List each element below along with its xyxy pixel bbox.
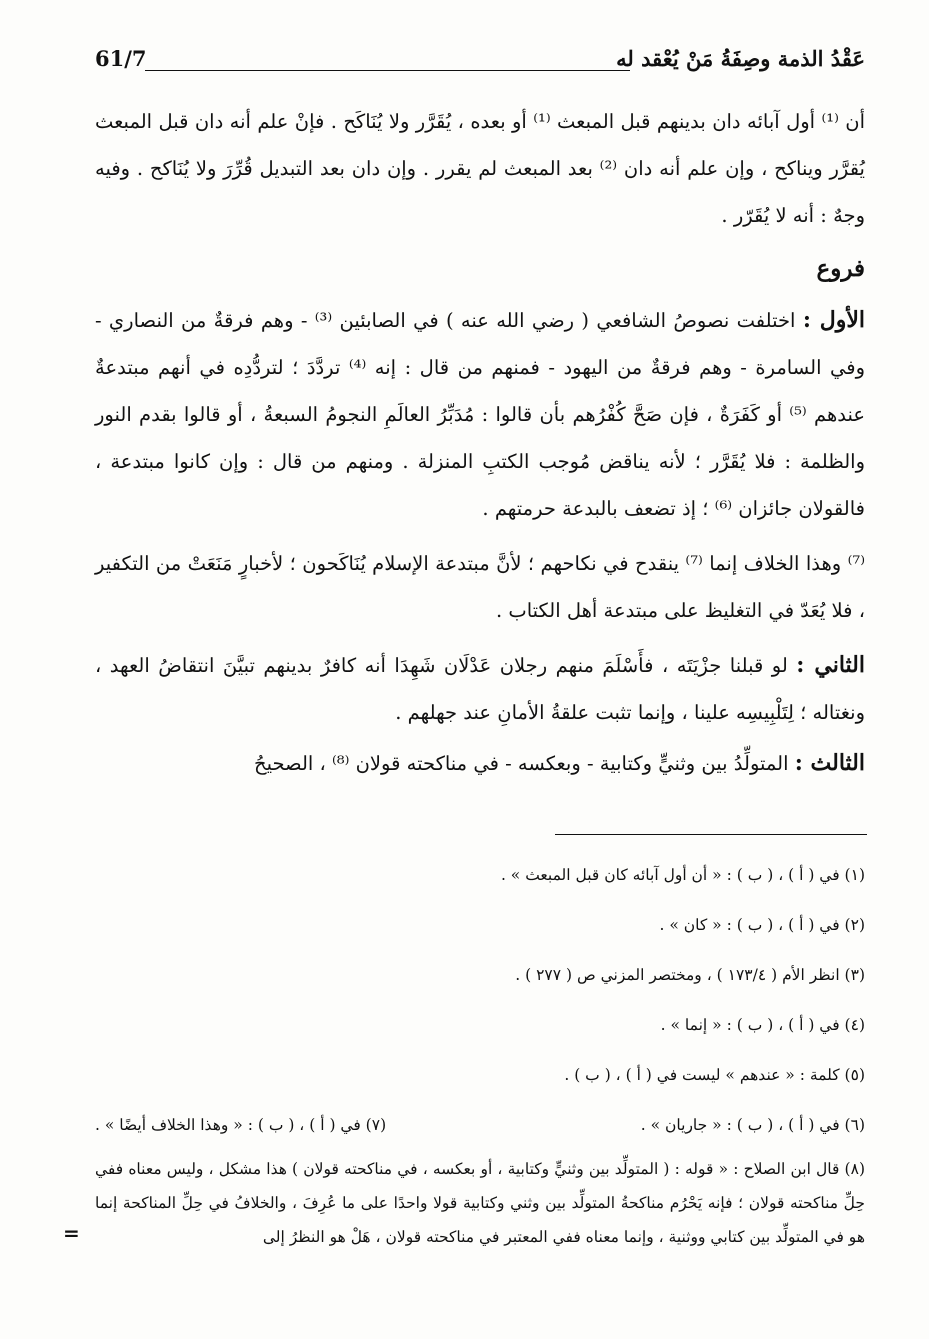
branch-label-third: الثالث : xyxy=(794,750,865,776)
branch-label-first: الأول : xyxy=(802,307,865,333)
branch-text-second: لو قبلنا جزْيَتَه ، فأَسْلَمَ منهم رجلان عَدْلَان شَهِدَا أنه كافرٌ بدينهم تبيَّنَ انتقاضُ العهد ، ونغتاله ؛ لِتَلْبِيسِه علينا ، وإنما تثبت علقةُ الأمانِ عند جهلهم . xyxy=(95,654,865,724)
main-text xyxy=(95,98,865,795)
branch-label-second: الثاني : xyxy=(796,652,865,678)
branch-text-third: المتولِّدُ بين وثنيٍّ وكتابية - وبعكسه - في مناكحته قولان ⁽⁸⁾ ، الصحيحُ xyxy=(253,752,789,775)
footnotes xyxy=(63,850,865,1254)
footnote-8-text: (٨) قال ابن الصلاح : « قوله : ( المتولِّد بين وثنيٍّ وكتابية ، أو بعكسه ، في مناكحته قولان ) هذا مشكل ، وليس معناه ففي حِلِّ مناكحته قولان ؛ فإنه يَحْرُم مناكحةُ المتولِّد بين وثني وكتابية قولا واحدًا على ما عُرِفَ ، والخلافُ في حِلِّ المناكحة إنما هو في المتولِّد بين كتابي ووثنية ، وإنما معناه ففي المعتبر في مناكحته قولان ، هَلْ هو النظرُ إلى xyxy=(95,1160,865,1246)
branch-text-first: اختلفت نصوصُ الشافعي ( رضي الله عنه ) في الصابئين ⁽³⁾ - وهم فرقةٌ من النصاري - وفي السامرة - وهم فرقةٌ من اليهود - فمنهم من قال : إنه ⁽⁴⁾ تردَّدَ ؛ لتردُّدِه في أنهم مبتدعةٌ عندهم ⁽⁵⁾ أو كَفَرَةٌ ، فإن صَحَّ كُفْرُهم بأن قالوا : مُدَبِّرُ العالَمِ النجومُ السبعةُ ، أو قالوا بقدم النور والظلمة : فلا يُقَرَّر ؛ لأنه يناقض مُوجب الكتبِ المنزلة . ومنهم من قال : وإن كانوا مبتدعة ، فالقولان جائزان ⁽⁶⁾ ؛ إذ تضعف بالبدعة حرمتهم . xyxy=(95,309,865,520)
paragraph-second-branch xyxy=(95,642,865,736)
paragraph-first-branch xyxy=(95,297,865,532)
footnote-5: (٥) كلمة : « عندهم » ليست في ( أ ) ، ( ب ) . xyxy=(564,1066,865,1084)
continuation-mark: = xyxy=(63,1221,80,1245)
header-rule xyxy=(145,70,630,71)
header-title: عَقْدُ الذمة وصِفَةُ مَنْ يُعْقد له xyxy=(616,46,865,71)
footnote-separator xyxy=(555,834,867,835)
footnote-2: (٢) في ( أ ) ، ( ب ) : « كان » . xyxy=(659,916,865,934)
footnote-row-6-7 xyxy=(95,1100,865,1150)
paragraph-3: ⁽⁷⁾ وهذا الخلاف إنما ⁽⁷⁾ ينقدح في نكاحهم ؛ لأنَّ مبتدعة الإسلام يُنَاكَحون ؛ لأخبارٍ مَنَعَتْ من التكفير ، فلا يُعَدّ في التغليظ على مبتدعة أهل الكتاب . xyxy=(95,552,865,622)
section-heading: فروع xyxy=(816,255,865,282)
footnote-6: (٦) في ( أ ) ، ( ب ) : « جاريان » . xyxy=(640,1116,865,1134)
footnote-4: (٤) في ( أ ) ، ( ب ) : « إنما » . xyxy=(660,1016,865,1034)
footnote-3: (٣) انظر الأم ( ١٧٣/٤ ) ، ومختصر المزني ص ( ٢٧٧ ) . xyxy=(515,966,865,984)
running-header xyxy=(95,46,865,80)
footnote-1: (١) في ( أ ) ، ( ب ) : « أن أول آبائه كان قبل المبعث » . xyxy=(500,866,865,884)
paragraph-1: أن ⁽¹⁾ أول آبائه دان بدينهم قبل المبعث ⁽¹⁾ أو بعده ، يُقَرَّر ولا يُنَاكَح . فإنْ علم أنه دان قبل المبعث يُقرَّر ويناكح ، وإن علم أنه دان ⁽²⁾ بعد المبعث لم يقرر . وإن دان بعد التبديل قُرِّرَ ولا يُنَاكح . وفيه وجهٌ : أنه لا يُقَرّر . xyxy=(95,110,865,227)
footnote-7: (٧) في ( أ ) ، ( ب ) : « وهذا الخلاف أيضًا » . xyxy=(95,1116,387,1134)
paragraph-third-branch xyxy=(95,740,865,787)
footnote-8 xyxy=(63,1152,865,1254)
page-number: 61/7 xyxy=(95,46,147,71)
